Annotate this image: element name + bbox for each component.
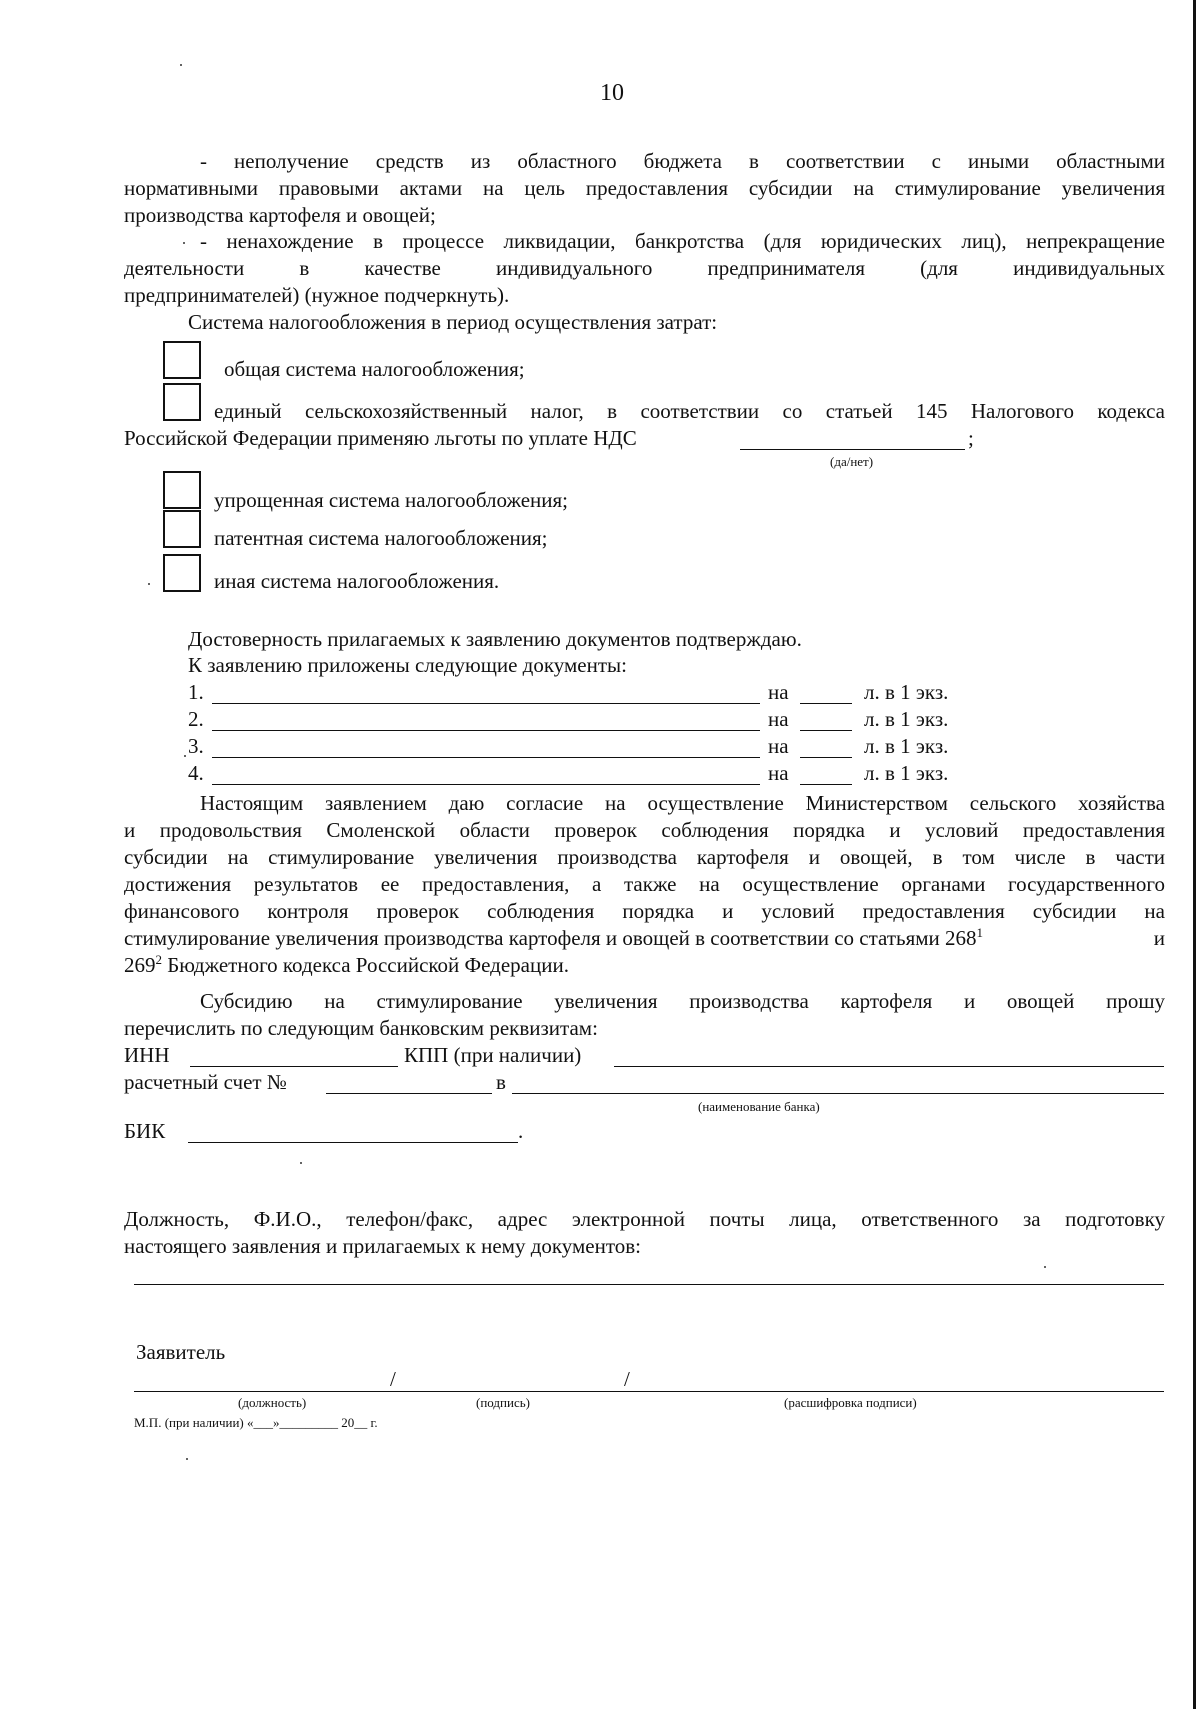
- para2-line1: - ненахождение в процессе ликвидации, банкротства (для юридических лиц), непрекращение: [200, 229, 1165, 253]
- applicant-slash: /: [624, 1367, 630, 1391]
- doc-item-number: 2.: [188, 707, 204, 731]
- vat-benefit-caption: (да/нет): [830, 454, 874, 469]
- tax-option-simplified-checkbox[interactable]: [163, 471, 201, 509]
- bank-name-caption: (наименование банка): [698, 1099, 820, 1114]
- consent-line7-text: Бюджетного кодекса Российской Федерации.: [167, 953, 569, 977]
- consent-line7: [124, 952, 569, 979]
- bik-field[interactable]: [188, 1142, 518, 1143]
- scan-speck: [180, 64, 182, 66]
- scan-speck: [186, 1458, 188, 1460]
- doc-item-number: 3.: [188, 734, 204, 758]
- consent-line2: и продовольствия Смоленской области проверок соблюдения порядка и условий предоставления: [124, 818, 1165, 842]
- tax-heading: Система налогообложения в период осуществления затрат:: [188, 310, 718, 334]
- consent-line6-text: стимулирование увеличения производства картофеля и овощей в соответствии со статьями 268: [124, 926, 977, 950]
- consent-line7-sup: 2: [155, 952, 162, 967]
- consent-line5: финансового контроля проверок соблюдения порядка и условий предоставления субсидии на: [124, 899, 1165, 923]
- doc-item-tail: л. в 1 экз.: [864, 734, 949, 758]
- tax-option-simplified-label: упрощенная система налогообложения;: [214, 488, 568, 512]
- responsible-field[interactable]: [134, 1284, 1164, 1285]
- doc-item-on: на: [768, 707, 789, 731]
- doc-item-number: 1.: [188, 680, 204, 704]
- tax-option-esxn-checkbox[interactable]: [163, 383, 201, 421]
- doc-item-on: на: [768, 680, 789, 704]
- scan-edge-line: [1193, 0, 1196, 1709]
- para1-line3: производства картофеля и овощей;: [124, 203, 436, 227]
- doc-item-pages-field[interactable]: [800, 703, 852, 704]
- para2-line2: деятельности в качестве индивидуального предпринимателя (для индивидуальных: [124, 256, 1165, 280]
- doc-item-name-field[interactable]: [212, 730, 760, 731]
- doc-item-pages-field[interactable]: [800, 757, 852, 758]
- tax-option-general-checkbox[interactable]: [163, 341, 201, 379]
- para2-line3: предпринимателей) (нужное подчеркнуть).: [124, 283, 510, 307]
- tax-option-patent-checkbox[interactable]: [163, 510, 201, 548]
- doc-item-tail: л. в 1 экз.: [864, 707, 949, 731]
- doc-item-on: на: [768, 734, 789, 758]
- consent-line4: достижения результатов ее предоставления, а также на осуществление органами государственного: [124, 872, 1165, 896]
- applicant-label: Заявитель: [136, 1340, 226, 1364]
- tax-option-esxn-line2: Российской Федерации применяю льготы по уплате НДС: [124, 426, 637, 450]
- inn-label: ИНН: [124, 1043, 170, 1067]
- applicant-slash: /: [390, 1367, 396, 1391]
- signature-caption: (подпись): [476, 1395, 530, 1410]
- account-label: расчетный счет №: [124, 1070, 287, 1094]
- doc-item-number: 4.: [188, 761, 204, 785]
- position-caption: (должность): [238, 1395, 307, 1410]
- applicant-signature-field[interactable]: [134, 1391, 1164, 1392]
- bank-in-label: в: [496, 1070, 506, 1094]
- consent-line7-num: 269: [124, 953, 156, 977]
- consent-line6-end: и: [1153, 926, 1165, 950]
- docs-attached: К заявлению приложены следующие документы:: [188, 653, 627, 677]
- doc-item-name-field[interactable]: [212, 703, 760, 704]
- tax-option-patent-label: патентная система налогообложения;: [214, 526, 548, 550]
- kpp-field[interactable]: [614, 1066, 1164, 1067]
- tax-option-esxn-line1: единый сельскохозяйственный налог, в соответствии со статьей 145 Налогового кодекса: [214, 399, 1165, 423]
- bank-name-field[interactable]: [512, 1093, 1164, 1094]
- kpp-label: КПП (при наличии): [404, 1043, 582, 1067]
- doc-item-tail: л. в 1 экз.: [864, 761, 949, 785]
- consent-line1: Настоящим заявлением даю согласие на осуществление Министерством сельского хозяйства: [200, 791, 1165, 815]
- scan-speck: [300, 1162, 302, 1164]
- bank-line2: перечислить по следующим банковским реквизитам:: [124, 1016, 598, 1040]
- tax-option-other-checkbox[interactable]: [163, 554, 201, 592]
- bik-label: БИК: [124, 1119, 166, 1143]
- decode-caption: (расшифровка подписи): [784, 1395, 917, 1410]
- responsible-line1: Должность, Ф.И.О., телефон/факс, адрес электронной почты лица, ответственного за подготовку: [124, 1207, 1165, 1231]
- inn-field[interactable]: [190, 1066, 398, 1067]
- tax-option-general-label: общая система налогообложения;: [224, 357, 525, 381]
- docs-confirm: Достоверность прилагаемых к заявлению документов подтверждаю.: [188, 627, 802, 651]
- consent-line6-sup: 1: [976, 925, 984, 940]
- doc-item-pages-field[interactable]: [800, 730, 852, 731]
- para1-line2: нормативными правовыми актами на цель предоставления субсидии на стимулирование увеличения: [124, 176, 1165, 200]
- doc-item-name-field[interactable]: [212, 757, 760, 758]
- mp-date-line: М.П. (при наличии) «___»_________ 20__ г.: [134, 1415, 378, 1430]
- scan-speck: [184, 755, 186, 757]
- scan-speck: [1044, 1266, 1046, 1268]
- consent-line3: субсидии на стимулирование увеличения производства картофеля и овощей, в том числе в части: [124, 845, 1165, 869]
- doc-item-tail: л. в 1 экз.: [864, 680, 949, 704]
- tax-option-other-label: иная система налогообложения.: [214, 569, 500, 593]
- responsible-line2: настоящего заявления и прилагаемых к нему документов:: [124, 1234, 642, 1258]
- account-field[interactable]: [326, 1093, 492, 1094]
- bank-line1: Субсидию на стимулирование увеличения производства картофеля и овощей прошу: [200, 989, 1165, 1013]
- bik-end: .: [518, 1119, 524, 1143]
- doc-item-pages-field[interactable]: [800, 784, 852, 785]
- para1-line1: - неполучение средств из областного бюджета в соответствии с иными областными: [200, 149, 1165, 173]
- scan-speck: [148, 583, 150, 585]
- scan-speck: [183, 242, 185, 244]
- doc-item-name-field[interactable]: [212, 784, 760, 785]
- consent-line6: [124, 925, 1165, 952]
- page-number: 10: [600, 80, 624, 106]
- vat-benefit-end: ;: [968, 426, 974, 450]
- vat-benefit-field[interactable]: [740, 449, 965, 450]
- doc-item-on: на: [768, 761, 789, 785]
